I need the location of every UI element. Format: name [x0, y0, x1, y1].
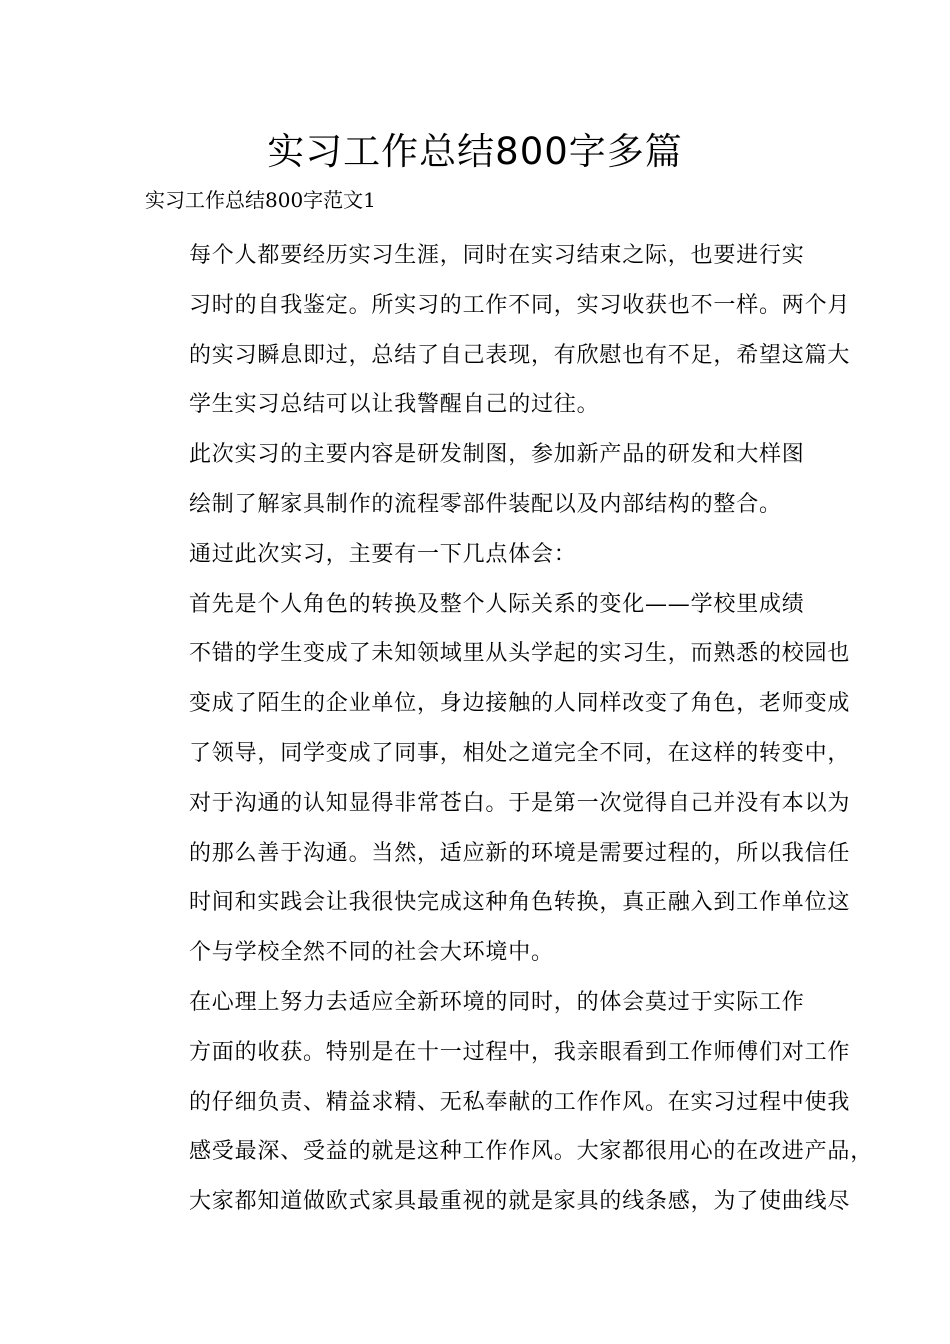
paragraph-line: 方面的收获。特别是在十一过程中，我亲眼看到工作师傅们对工作: [189, 1039, 851, 1065]
paragraph-line: 此次实习的主要内容是研发制图，参加新产品的研发和大样图: [189, 442, 805, 468]
paragraph-line: 首先是个人角色的转换及整个人际关系的变化——学校里成绩: [189, 591, 805, 617]
paragraph-line: 学生实习总结可以让我警醒自己的过往。: [189, 392, 600, 418]
paragraph-line: 感受最深、受益的就是这种工作作风。大家都很用心的在改进产品，: [189, 1139, 874, 1165]
body-paragraph: [145, 430, 825, 530]
body-paragraph: [145, 530, 825, 580]
paragraph-line: 的那么善于沟通。当然，适应新的环境是需要过程的，所以我信任: [189, 840, 851, 866]
document-body: [145, 231, 874, 1227]
paragraph-line: 在心理上努力去适应全新环境的同时，的体会莫过于实际工作: [189, 989, 805, 1015]
body-paragraph: [145, 978, 874, 1227]
paragraph-line: 绘制了解家具制作的流程零部件装配以及内部结构的整合。: [189, 491, 782, 517]
paragraph-line: 时间和实践会让我很快完成这种角色转换，真正融入到工作单位这: [189, 890, 851, 916]
paragraph-line: 变成了陌生的企业单位，身边接触的人同样改变了角色，老师变成: [189, 691, 851, 717]
paragraph-line: 的仔细负责、精益求精、无私奉献的工作作风。在实习过程中使我: [189, 1089, 851, 1115]
paragraph-line: 了领导，同学变成了同事，相处之道完全不同，在这样的转变中，: [189, 740, 851, 766]
document-title: 实习工作总结800字多篇: [267, 130, 683, 173]
body-paragraph: [145, 580, 851, 978]
paragraph-line: 对于沟通的认知显得非常苍白。于是第一次觉得自己并没有本以为: [189, 790, 851, 816]
body-paragraph: [145, 231, 851, 430]
document-subtitle: 实习工作总结800字范文1: [145, 188, 376, 212]
paragraph-line: 大家都知道做欧式家具最重视的就是家具的线条感，为了使曲线尽: [189, 1189, 851, 1215]
paragraph-line: 每个人都要经历实习生涯，同时在实习结束之际，也要进行实: [189, 243, 805, 268]
paragraph-line: 通过此次实习，主要有一下几点体会：: [189, 541, 577, 567]
paragraph-line: 不错的学生变成了未知领域里从头学起的实习生，而熟悉的校园也: [189, 641, 851, 667]
paragraph-line: 的实习瞬息即过，总结了自己表现，有欣慰也有不足，希望这篇大: [189, 342, 851, 368]
paragraph-line: 习时的自我鉴定。所实习的工作不同，实习收获也不一样。两个月: [189, 292, 851, 318]
paragraph-line: 个与学校全然不同的社会大环境中。: [189, 940, 554, 966]
